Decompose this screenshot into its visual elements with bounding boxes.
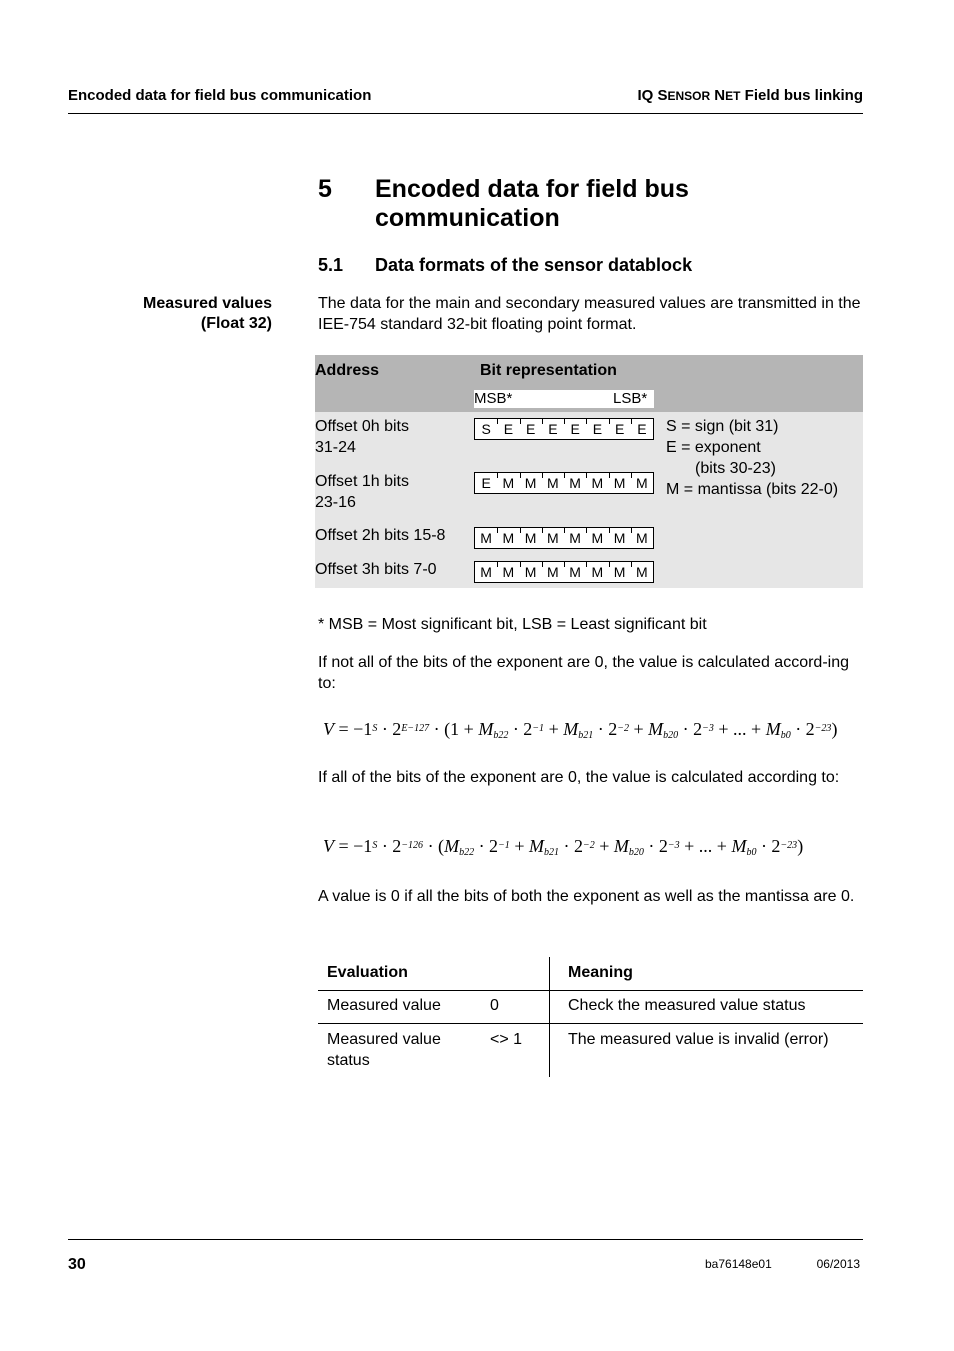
bit: M bbox=[631, 562, 653, 582]
formula-denormalized: $V = -1^S \cdot 2^{-126} \cdot (M_{b22} \cdot 2^{-1} + M_{b21} \cdot 2^{-2} + M_{b20} \cdot 2^{-3}$ + ... + $M_{b0} \cdot 2^{-23}$) bbox=[323, 836, 804, 858]
running-header-left: Encoded data for field bus communication bbox=[68, 87, 372, 104]
bit: E bbox=[564, 419, 586, 439]
row1-meaning: Check the measured value status bbox=[568, 997, 806, 1014]
row1-evaluation: Measured value bbox=[327, 997, 441, 1014]
lsb-label: LSB* bbox=[613, 390, 648, 407]
bit: M bbox=[542, 473, 564, 493]
row3-bits bbox=[474, 561, 654, 583]
bit: E bbox=[542, 419, 564, 439]
header-rule bbox=[68, 113, 863, 114]
row2-value: <> 1 bbox=[490, 1031, 523, 1048]
bit: M bbox=[497, 473, 519, 493]
bit: M bbox=[520, 528, 542, 548]
bit: M bbox=[631, 473, 653, 493]
bit: M bbox=[631, 528, 653, 548]
bit: M bbox=[564, 562, 586, 582]
row0-bits bbox=[474, 418, 654, 440]
bit: E bbox=[631, 419, 653, 439]
section-title: Data formats of the sensor datablock bbox=[375, 255, 693, 275]
col-address-header: Address bbox=[315, 362, 380, 379]
col-divider bbox=[549, 957, 550, 1077]
para-exponent-nonzero: If not all of the bits of the exponent are 0, the value is calculated accord-ing to: bbox=[318, 654, 849, 692]
document-id: ba76148e01 bbox=[705, 1257, 772, 1271]
bit: M bbox=[520, 562, 542, 582]
bit: S bbox=[481, 421, 491, 437]
row2-address: Offset 2h bits 15-8 bbox=[315, 527, 446, 544]
para-exponent-zero: If all of the bits of the exponent are 0, the value is calculated according to: bbox=[318, 769, 840, 786]
bit: M bbox=[586, 528, 608, 548]
section-number: 5.1 bbox=[318, 255, 344, 275]
bit: E bbox=[609, 419, 631, 439]
document-date: 06/2013 bbox=[816, 1257, 860, 1271]
row1-bits bbox=[474, 472, 654, 494]
evaluation-table bbox=[318, 957, 863, 1077]
row2-meaning: The measured value is invalid (error) bbox=[568, 1031, 829, 1048]
row0-address: Offset 0h bits 31-24 bbox=[315, 418, 409, 456]
bit: M bbox=[542, 562, 564, 582]
row2-evaluation: Measured value status bbox=[327, 1031, 441, 1069]
row3-address: Offset 3h bits 7-0 bbox=[315, 561, 437, 578]
col-bits-header: Bit representation bbox=[480, 362, 617, 379]
footer-rule bbox=[68, 1239, 863, 1240]
header-row-rule bbox=[318, 990, 863, 991]
bit: M bbox=[609, 562, 631, 582]
footnote: * MSB = Most significant bit, LSB = Least significant bit bbox=[318, 616, 707, 633]
bit: M bbox=[480, 564, 492, 580]
bit: M bbox=[520, 473, 542, 493]
bit: E bbox=[497, 419, 519, 439]
row1-address: Offset 1h bits 23-16 bbox=[315, 473, 409, 511]
intro-paragraph: The data for the main and secondary measured values are transmitted in the IEE-754 standard 32-bit floating point format. bbox=[318, 295, 861, 333]
page-number: 30 bbox=[68, 1256, 86, 1273]
bit: M bbox=[480, 530, 492, 546]
bit: M bbox=[564, 528, 586, 548]
header-meaning: Meaning bbox=[568, 964, 633, 981]
chapter-title: Encoded data for field bus communication bbox=[375, 175, 689, 232]
bit: E bbox=[520, 419, 542, 439]
bit: M bbox=[609, 473, 631, 493]
bit: M bbox=[564, 473, 586, 493]
bit: M bbox=[542, 528, 564, 548]
sidebar-label: Measured values (Float 32) bbox=[143, 295, 272, 332]
bit: M bbox=[609, 528, 631, 548]
row1-value: 0 bbox=[490, 997, 499, 1014]
running-header-right: IQ SENSOR NET Field bus linking bbox=[637, 87, 863, 104]
row2-bits bbox=[474, 527, 654, 549]
bit: M bbox=[497, 528, 519, 548]
bit: E bbox=[481, 475, 491, 491]
bit: M bbox=[586, 562, 608, 582]
row-rule bbox=[318, 1023, 863, 1024]
formula-normalized: $V = -1^S \cdot 2^{E-127} \cdot (1 + M_{b22} \cdot 2^{-1} + M_{b21} \cdot 2^{-2} + M_{b20} \cdot 2^{-3}$ + ... + $M_{b0} \cdot 2^{-23}$) bbox=[323, 719, 838, 741]
bit: M bbox=[586, 473, 608, 493]
para-zero-value: A value is 0 if all the bits of both the exponent as well as the mantissa are 0. bbox=[318, 888, 855, 905]
bit: E bbox=[586, 419, 608, 439]
chapter-number: 5 bbox=[318, 175, 332, 203]
bit: M bbox=[497, 562, 519, 582]
msb-label: MSB* bbox=[474, 390, 513, 407]
bit-legend: S = sign (bit 31) E = exponent (bits 30-23) M = mantissa (bits 22-0) bbox=[666, 418, 839, 498]
header-evaluation: Evaluation bbox=[327, 964, 408, 981]
